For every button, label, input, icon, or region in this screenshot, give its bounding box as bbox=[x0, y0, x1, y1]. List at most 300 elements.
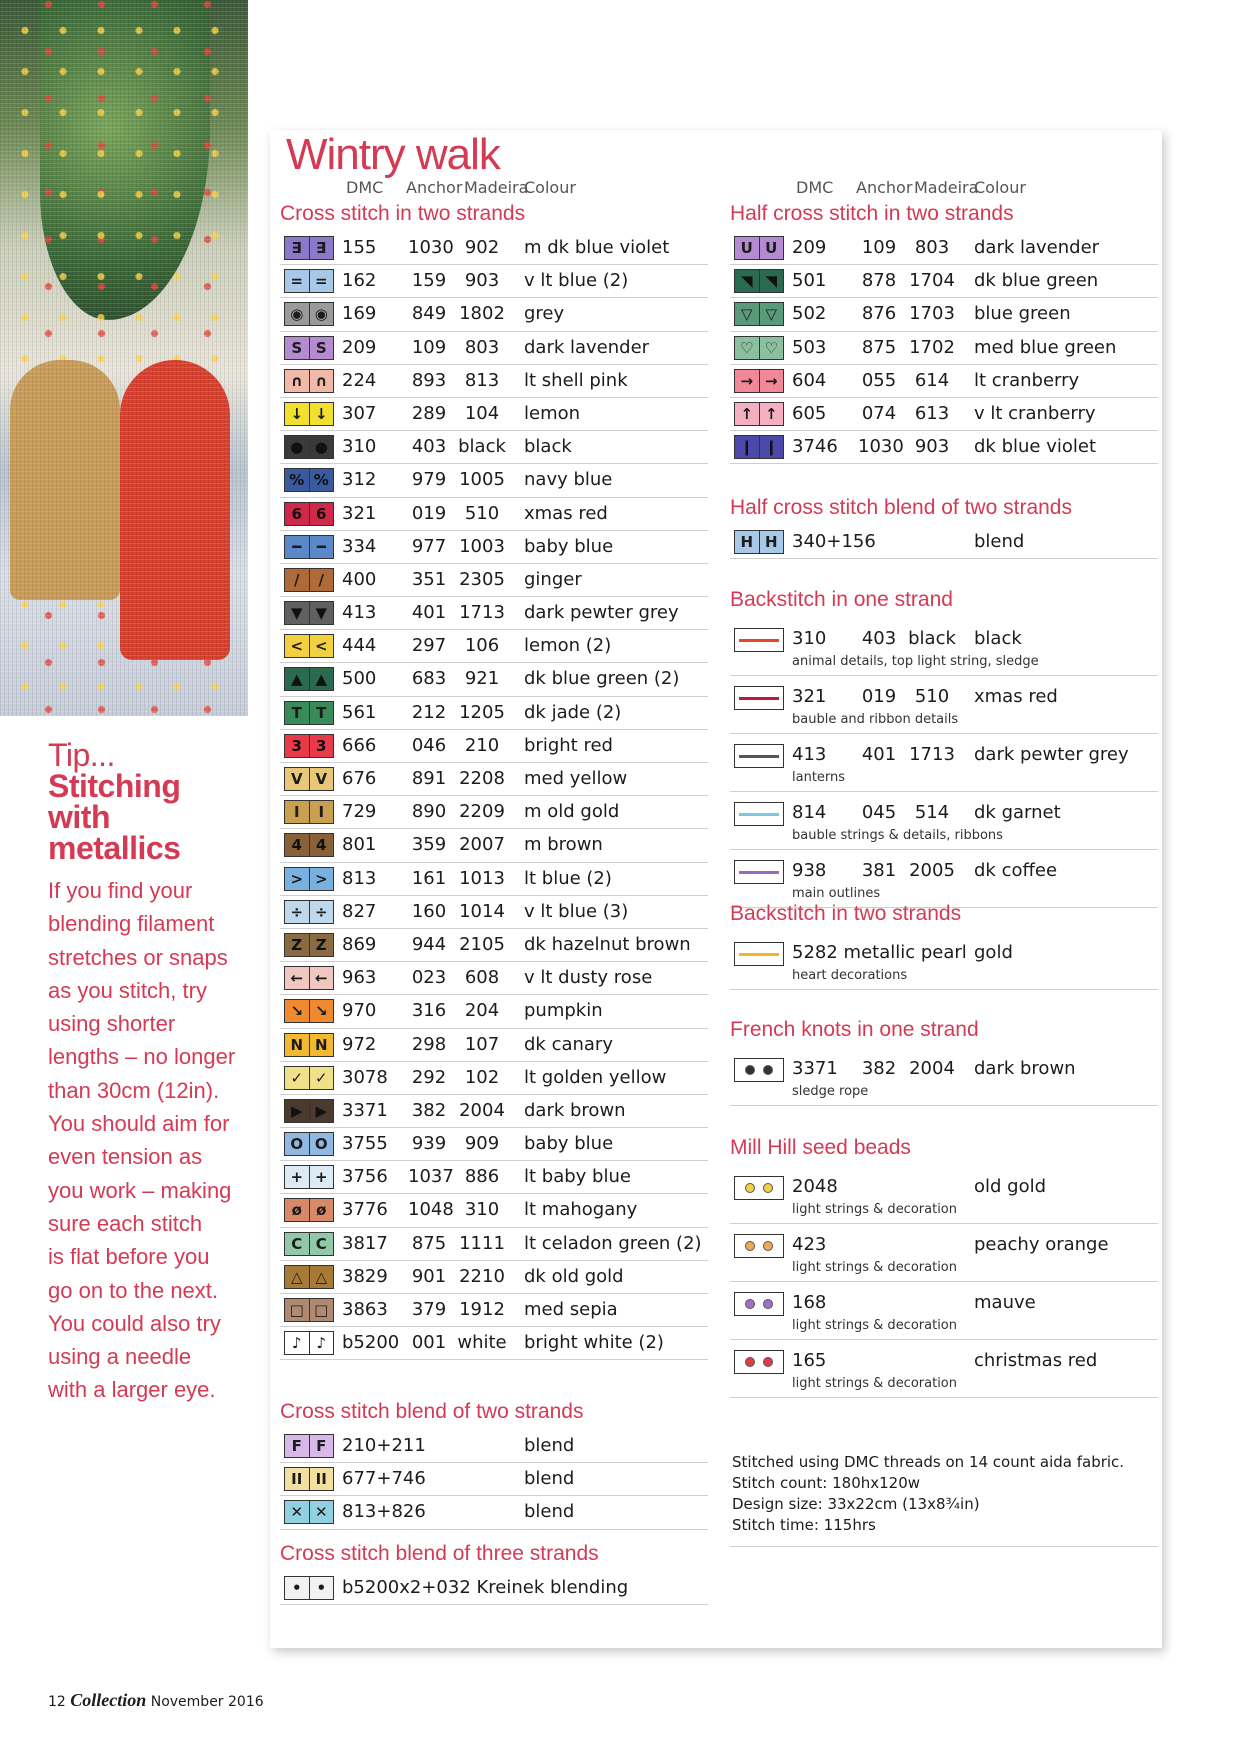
anchor-code: 1030 bbox=[858, 436, 904, 458]
anchor-code: 403 bbox=[861, 628, 897, 649]
colour-name: v lt cranberry bbox=[974, 402, 1096, 424]
madeira-code: 510 bbox=[464, 502, 500, 524]
tip-line: than 30cm (12in). bbox=[48, 1077, 220, 1103]
tip-body bbox=[48, 874, 248, 1407]
colour-name: navy blue bbox=[524, 469, 613, 491]
symbol-glyph: + bbox=[285, 1166, 310, 1188]
stitch-symbol-icon bbox=[284, 1500, 334, 1524]
info-line: Design size: 33x22cm (13x8¾in) bbox=[732, 1495, 980, 1513]
stitch-symbol-icon bbox=[284, 1132, 334, 1156]
key-row bbox=[280, 1572, 708, 1605]
symbol-glyph: Z bbox=[315, 935, 327, 954]
madeira-code: 104 bbox=[464, 402, 500, 424]
dmc-code: 561 bbox=[342, 701, 377, 723]
dmc-code: 938 bbox=[792, 860, 827, 881]
dmc-code: 444 bbox=[342, 635, 377, 657]
symbol-glyph: ♡ bbox=[735, 337, 760, 359]
symbol-glyph: > bbox=[285, 868, 310, 890]
anchor-code: 893 bbox=[411, 369, 447, 391]
dmc-code: 168 bbox=[792, 1292, 827, 1313]
madeira-code: 1713 bbox=[459, 602, 505, 624]
symbol-glyph: • bbox=[285, 1577, 310, 1599]
colour-name: peachy orange bbox=[974, 1234, 1109, 1255]
symbol-glyph: □ bbox=[314, 1301, 329, 1319]
key-row bbox=[280, 564, 708, 597]
madeira-code: 310 bbox=[464, 1199, 500, 1221]
stitch-symbol-icon bbox=[284, 1576, 334, 1600]
colour-name: v lt dusty rose bbox=[524, 967, 653, 989]
colour-name: lemon (2) bbox=[524, 635, 612, 657]
symbol-glyph: ▽ bbox=[735, 303, 760, 325]
colour-name: pumpkin bbox=[524, 1000, 603, 1022]
dmc-code: 169 bbox=[342, 303, 377, 325]
left-column-headers: DMC Anchor Madeira Colour bbox=[346, 178, 576, 197]
symbol-glyph: < bbox=[314, 637, 328, 656]
anchor-code: 1037 bbox=[408, 1166, 454, 1188]
section-cross-two bbox=[280, 200, 708, 1360]
usage-note: lanterns bbox=[792, 770, 846, 785]
colour-name: dk hazelnut brown bbox=[524, 933, 691, 955]
dmc-code: 3817 bbox=[342, 1232, 388, 1254]
dmc-code: 666 bbox=[342, 734, 377, 756]
key-row bbox=[280, 630, 708, 663]
madeira-code: 2208 bbox=[459, 768, 505, 789]
stitch-symbol-icon bbox=[284, 435, 334, 459]
backstitch-line-icon bbox=[734, 686, 784, 710]
anchor-code: 939 bbox=[411, 1133, 447, 1155]
colour-name: dark lavender bbox=[524, 336, 650, 358]
key-row bbox=[280, 431, 708, 464]
symbol-glyph: ◥ bbox=[735, 270, 760, 292]
stitch-symbol-icon bbox=[284, 1331, 334, 1355]
tip-line: you work – making bbox=[48, 1177, 232, 1203]
stitch-symbol-icon bbox=[284, 302, 334, 326]
dmc-code: 827 bbox=[342, 900, 377, 922]
dmc-code: 3863 bbox=[342, 1299, 388, 1320]
key-row bbox=[730, 1340, 1158, 1398]
usage-note: light strings & decoration bbox=[792, 1376, 958, 1391]
dmc-code: 677+746 bbox=[342, 1468, 426, 1490]
tip-line: If you find your bbox=[48, 878, 193, 903]
symbol-glyph: ❙ bbox=[764, 438, 778, 457]
colour-name: gold bbox=[974, 942, 1013, 963]
usage-note: light strings & decoration bbox=[792, 1202, 958, 1217]
madeira-code: black bbox=[908, 628, 956, 649]
fabric-texture bbox=[0, 0, 248, 716]
colour-name: m old gold bbox=[524, 801, 620, 823]
madeira-code: 1802 bbox=[459, 303, 505, 325]
dmc-code: 334 bbox=[342, 535, 377, 557]
key-card bbox=[270, 130, 1162, 1648]
stitch-symbol-icon bbox=[734, 236, 784, 260]
anchor-code: 298 bbox=[411, 1033, 447, 1055]
anchor-code: 979 bbox=[411, 469, 447, 491]
key-row bbox=[280, 1294, 708, 1327]
backstitch-line-icon bbox=[734, 628, 784, 652]
madeira-code: 1013 bbox=[459, 867, 505, 889]
stitch-symbol-icon bbox=[284, 468, 334, 492]
tip-line: stretches or snaps bbox=[48, 944, 228, 970]
madeira-code: 2210 bbox=[459, 1265, 505, 1287]
key-row bbox=[730, 932, 1158, 990]
symbol-glyph: S bbox=[285, 337, 310, 359]
key-row bbox=[280, 730, 708, 763]
key-row bbox=[730, 1048, 1158, 1106]
stitch-symbol-icon bbox=[284, 1232, 334, 1256]
section-title: Backstitch in two strands bbox=[730, 902, 962, 925]
colour-name: v lt blue (2) bbox=[524, 270, 629, 292]
madeira-code: 803 bbox=[464, 336, 500, 358]
stitch-symbol-icon bbox=[284, 1165, 334, 1189]
key-row bbox=[280, 829, 708, 862]
tip-line: using a needle bbox=[48, 1344, 192, 1370]
symbol-glyph: ↓ bbox=[314, 404, 328, 423]
backstitch-line-icon bbox=[734, 942, 784, 966]
key-row bbox=[730, 298, 1158, 331]
key-row bbox=[280, 1194, 708, 1227]
symbol-glyph: % bbox=[285, 469, 310, 491]
dmc-code: 813+826 bbox=[342, 1501, 426, 1523]
key-row bbox=[730, 792, 1158, 850]
dmc-code: 413 bbox=[342, 602, 377, 624]
stitch-symbol-icon bbox=[284, 667, 334, 691]
symbol-glyph: + bbox=[314, 1168, 328, 1187]
french-knot-icon bbox=[734, 1058, 784, 1082]
cross-stitch-photo bbox=[0, 0, 248, 716]
stitch-symbol-icon bbox=[734, 302, 784, 326]
key-row bbox=[280, 1261, 708, 1294]
colour-name: lt baby blue bbox=[524, 1166, 631, 1188]
stitch-symbol-icon bbox=[734, 402, 784, 426]
stitch-symbol-icon bbox=[284, 236, 334, 260]
stitch-symbol-icon bbox=[284, 767, 334, 791]
key-row bbox=[280, 498, 708, 531]
section-half-two bbox=[730, 200, 1158, 464]
symbol-glyph: → bbox=[764, 371, 778, 390]
symbol-glyph: 6 bbox=[285, 503, 310, 525]
symbol-glyph: H bbox=[764, 533, 778, 551]
key-row bbox=[730, 618, 1158, 676]
symbol-glyph: V bbox=[285, 768, 310, 790]
madeira-code: 2209 bbox=[459, 801, 505, 823]
stitch-symbol-icon bbox=[284, 535, 334, 559]
symbol-glyph: △ bbox=[285, 1266, 310, 1288]
key-row bbox=[730, 734, 1158, 792]
anchor-code: 1030 bbox=[408, 237, 454, 258]
colour-name: dk blue green (2) bbox=[524, 668, 680, 690]
madeira-code: 1704 bbox=[909, 270, 955, 292]
tip-line: go on to the next. bbox=[48, 1277, 219, 1303]
dmc-code: 814 bbox=[792, 802, 827, 823]
stitch-symbol-icon bbox=[284, 867, 334, 891]
dmc-code: 209 bbox=[342, 336, 377, 358]
key-row bbox=[280, 531, 708, 564]
right-column-headers: DMC Anchor Madeira Colour bbox=[796, 178, 1026, 197]
usage-note: heart decorations bbox=[792, 968, 908, 983]
anchor-code: 890 bbox=[411, 801, 447, 823]
stitch-symbol-icon bbox=[284, 1066, 334, 1090]
anchor-code: 381 bbox=[861, 860, 897, 881]
key-row bbox=[730, 265, 1158, 298]
colour-name: lt cranberry bbox=[974, 369, 1080, 391]
colour-name: blue green bbox=[974, 303, 1071, 325]
tip-line: is flat before you bbox=[48, 1244, 210, 1270]
dmc-code: b5200 bbox=[342, 1332, 400, 1354]
anchor-code: 055 bbox=[861, 369, 897, 391]
anchor-code: 074 bbox=[861, 402, 897, 424]
dmc-code: 801 bbox=[342, 834, 377, 856]
stitch-symbol-icon bbox=[284, 402, 334, 426]
dmc-code: 413 bbox=[792, 744, 827, 765]
symbol-glyph: ━ bbox=[285, 536, 310, 558]
symbol-glyph: ● bbox=[314, 438, 328, 457]
colour-name: blend bbox=[974, 531, 1025, 552]
colour-name: med blue green bbox=[974, 336, 1117, 358]
stitch-symbol-icon bbox=[284, 502, 334, 526]
dmc-code: 3829 bbox=[342, 1265, 388, 1287]
dmc-code: 310 bbox=[792, 628, 827, 649]
symbol-glyph: II bbox=[285, 1468, 310, 1490]
section-half-blend bbox=[730, 494, 1158, 559]
anchor-code: 1048 bbox=[408, 1199, 454, 1221]
colour-name: lt shell pink bbox=[524, 369, 628, 391]
key-row bbox=[280, 1496, 708, 1529]
anchor-code: 901 bbox=[411, 1265, 447, 1287]
symbol-glyph: S bbox=[315, 338, 327, 357]
madeira-code: 204 bbox=[464, 1000, 500, 1022]
dmc-code: 312 bbox=[342, 469, 377, 491]
tip-box bbox=[48, 737, 248, 1407]
key-row bbox=[280, 1029, 708, 1062]
symbol-glyph: ❙ bbox=[735, 436, 760, 458]
symbol-glyph: / bbox=[285, 569, 310, 591]
anchor-code: 109 bbox=[861, 237, 897, 258]
colour-name: old gold bbox=[974, 1176, 1047, 1197]
anchor-code: 159 bbox=[411, 270, 447, 292]
anchor-code: 849 bbox=[411, 303, 447, 325]
anchor-code: 403 bbox=[411, 436, 447, 458]
symbol-glyph: 4 bbox=[316, 836, 327, 855]
stitch-symbol-icon bbox=[284, 1434, 334, 1458]
info-line: Stitch count: 180hx120w bbox=[732, 1474, 921, 1492]
symbol-glyph: ▲ bbox=[285, 668, 310, 690]
symbol-glyph: V bbox=[315, 770, 328, 788]
symbol-glyph: ÷ bbox=[314, 902, 328, 921]
colour-name: m dk blue violet bbox=[524, 237, 670, 258]
info-line: Stitch time: 115hrs bbox=[732, 1516, 876, 1534]
symbol-glyph: → bbox=[735, 370, 760, 392]
symbol-glyph: ▼ bbox=[315, 604, 328, 623]
tip-line: as you stitch, try bbox=[48, 977, 207, 1003]
madeira-code: 803 bbox=[914, 237, 950, 258]
symbol-glyph: O bbox=[285, 1133, 310, 1155]
backstitch-line-icon bbox=[734, 802, 784, 826]
tip-line: with a larger eye. bbox=[48, 1377, 216, 1403]
symbol-glyph: ♪ bbox=[316, 1334, 327, 1353]
colour-name: grey bbox=[524, 303, 565, 325]
symbol-glyph: C bbox=[285, 1233, 310, 1255]
colour-name: christmas red bbox=[974, 1350, 1098, 1371]
key-row bbox=[280, 1095, 708, 1128]
colour-name: lt golden yellow bbox=[524, 1066, 667, 1088]
madeira-code: 102 bbox=[464, 1066, 500, 1088]
usage-note: animal details, top light string, sledge bbox=[792, 654, 1039, 669]
seed-bead-icon bbox=[734, 1234, 784, 1258]
madeira-code: 2004 bbox=[459, 1099, 505, 1121]
dmc-code: 224 bbox=[342, 369, 377, 391]
key-row bbox=[280, 1463, 708, 1496]
anchor-code: 382 bbox=[861, 1058, 897, 1079]
colour-name: dk canary bbox=[524, 1033, 613, 1055]
key-row bbox=[730, 431, 1158, 464]
dmc-code: 3756 bbox=[342, 1166, 388, 1188]
colour-name: bright white (2) bbox=[524, 1332, 664, 1354]
anchor-code: 046 bbox=[411, 734, 447, 756]
dmc-code: 604 bbox=[792, 369, 827, 391]
section-seed-beads bbox=[730, 1134, 1158, 1398]
colour-name: lemon bbox=[524, 402, 581, 424]
symbol-glyph: F bbox=[285, 1435, 310, 1457]
stitch-symbol-icon bbox=[284, 999, 334, 1023]
madeira-code: 2105 bbox=[459, 933, 505, 955]
madeira-code: 903 bbox=[464, 270, 500, 292]
symbol-glyph: ↘ bbox=[285, 1000, 310, 1022]
madeira-code: 813 bbox=[464, 369, 500, 391]
symbol-glyph: ▶ bbox=[285, 1100, 310, 1122]
anchor-code: 875 bbox=[861, 336, 897, 358]
colour-name: black bbox=[974, 628, 1022, 649]
colour-name: lt celadon green (2) bbox=[524, 1232, 702, 1254]
symbol-glyph: ▼ bbox=[285, 602, 310, 624]
stitch-symbol-icon bbox=[284, 701, 334, 725]
symbol-glyph: II bbox=[315, 1470, 327, 1489]
dmc-code: 210+211 bbox=[342, 1435, 426, 1456]
seed-bead-icon bbox=[734, 1176, 784, 1200]
symbol-glyph: F bbox=[316, 1437, 327, 1455]
madeira-code: 1912 bbox=[459, 1299, 505, 1320]
key-row bbox=[280, 1161, 708, 1194]
section-title: Mill Hill seed beads bbox=[730, 1136, 911, 1159]
symbol-glyph: ✕ bbox=[285, 1501, 310, 1523]
dmc-code: 3371 bbox=[342, 1099, 388, 1121]
symbol-glyph: ▲ bbox=[315, 670, 328, 689]
stitch-info bbox=[732, 1452, 1124, 1536]
dmc-code: 423 bbox=[792, 1234, 827, 1255]
stitch-symbol-icon bbox=[734, 435, 784, 459]
anchor-code: 019 bbox=[411, 502, 447, 524]
key-row bbox=[730, 365, 1158, 398]
symbol-glyph: ø bbox=[285, 1199, 310, 1221]
stitch-symbol-icon bbox=[284, 966, 334, 990]
symbol-glyph: N bbox=[314, 1035, 328, 1054]
anchor-code: 875 bbox=[411, 1232, 447, 1254]
tip-line: You should aim for bbox=[48, 1111, 230, 1137]
dmc-code: 400 bbox=[342, 568, 377, 590]
anchor-code: 351 bbox=[411, 568, 447, 590]
key-row bbox=[280, 1327, 708, 1360]
madeira-code: 1111 bbox=[459, 1232, 505, 1254]
madeira-code: 1205 bbox=[459, 701, 505, 723]
symbol-glyph: ∃ bbox=[316, 239, 327, 257]
stitch-symbol-icon bbox=[284, 933, 334, 957]
colour-name: blend bbox=[524, 1501, 575, 1523]
symbol-glyph: / bbox=[318, 570, 324, 589]
stitch-symbol-icon bbox=[284, 1099, 334, 1123]
symbol-glyph: ÷ bbox=[285, 901, 310, 923]
stitch-symbol-icon bbox=[284, 336, 334, 360]
key-row bbox=[280, 796, 708, 829]
tip-title: Tip... Stitching with metallics bbox=[48, 737, 181, 866]
symbol-glyph: ♡ bbox=[764, 338, 778, 357]
colour-name: m brown bbox=[524, 834, 603, 856]
anchor-code: 359 bbox=[411, 834, 447, 856]
stitch-symbol-icon bbox=[734, 336, 784, 360]
anchor-code: 001 bbox=[411, 1332, 447, 1354]
anchor-code: 944 bbox=[411, 933, 447, 955]
stitch-symbol-icon bbox=[284, 1298, 334, 1322]
dmc-code: 165 bbox=[792, 1350, 827, 1371]
anchor-code: 161 bbox=[411, 867, 447, 889]
backstitch-line-icon bbox=[734, 860, 784, 884]
symbol-glyph: ▶ bbox=[315, 1101, 328, 1120]
symbol-glyph: 3 bbox=[285, 735, 310, 757]
section-title: French knots in one strand bbox=[730, 1018, 979, 1041]
stitch-symbol-icon bbox=[734, 530, 784, 554]
anchor-code: 379 bbox=[411, 1299, 447, 1320]
madeira-code: 106 bbox=[464, 635, 500, 657]
dmc-code: 972 bbox=[342, 1033, 377, 1055]
symbol-glyph: ✓ bbox=[285, 1067, 310, 1089]
dmc-code: 970 bbox=[342, 1000, 377, 1022]
symbol-glyph: ↑ bbox=[764, 404, 778, 423]
key-row bbox=[280, 863, 708, 896]
symbol-glyph: ∩ bbox=[285, 370, 310, 392]
key-row bbox=[730, 398, 1158, 431]
madeira-code: 614 bbox=[914, 369, 950, 391]
dmc-code: 3755 bbox=[342, 1133, 388, 1155]
key-row bbox=[730, 332, 1158, 365]
section-title: Cross stitch in two strands bbox=[280, 202, 526, 225]
madeira-code: 1703 bbox=[909, 303, 955, 325]
usage-note: sledge rope bbox=[792, 1084, 869, 1099]
anchor-code: 023 bbox=[411, 967, 447, 989]
anchor-code: 977 bbox=[411, 535, 447, 557]
madeira-code: 1005 bbox=[459, 469, 505, 491]
symbol-glyph: N bbox=[285, 1034, 310, 1056]
dmc-code: 209 bbox=[792, 237, 827, 258]
symbol-glyph: % bbox=[313, 471, 329, 490]
madeira-code: 107 bbox=[464, 1033, 500, 1055]
dmc-code: 501 bbox=[792, 270, 827, 292]
colour-name: med sepia bbox=[524, 1299, 618, 1320]
key-row bbox=[730, 526, 1158, 559]
section-title: Backstitch in one strand bbox=[730, 588, 953, 611]
colour-name: dark pewter grey bbox=[974, 744, 1129, 765]
anchor-code: 019 bbox=[861, 686, 897, 707]
key-row bbox=[280, 1062, 708, 1095]
key-row bbox=[280, 464, 708, 497]
madeira-code: 2004 bbox=[909, 1058, 955, 1079]
key-row bbox=[280, 663, 708, 696]
stitch-symbol-icon bbox=[284, 1467, 334, 1491]
dmc-code: 3371 bbox=[792, 1058, 838, 1079]
symbol-glyph: ♪ bbox=[285, 1332, 310, 1354]
key-row bbox=[280, 1430, 708, 1463]
dmc-code: 162 bbox=[342, 270, 377, 292]
colour-name: mauve bbox=[974, 1292, 1036, 1313]
symbol-glyph: ▽ bbox=[765, 305, 778, 324]
madeira-code: black bbox=[458, 436, 506, 458]
